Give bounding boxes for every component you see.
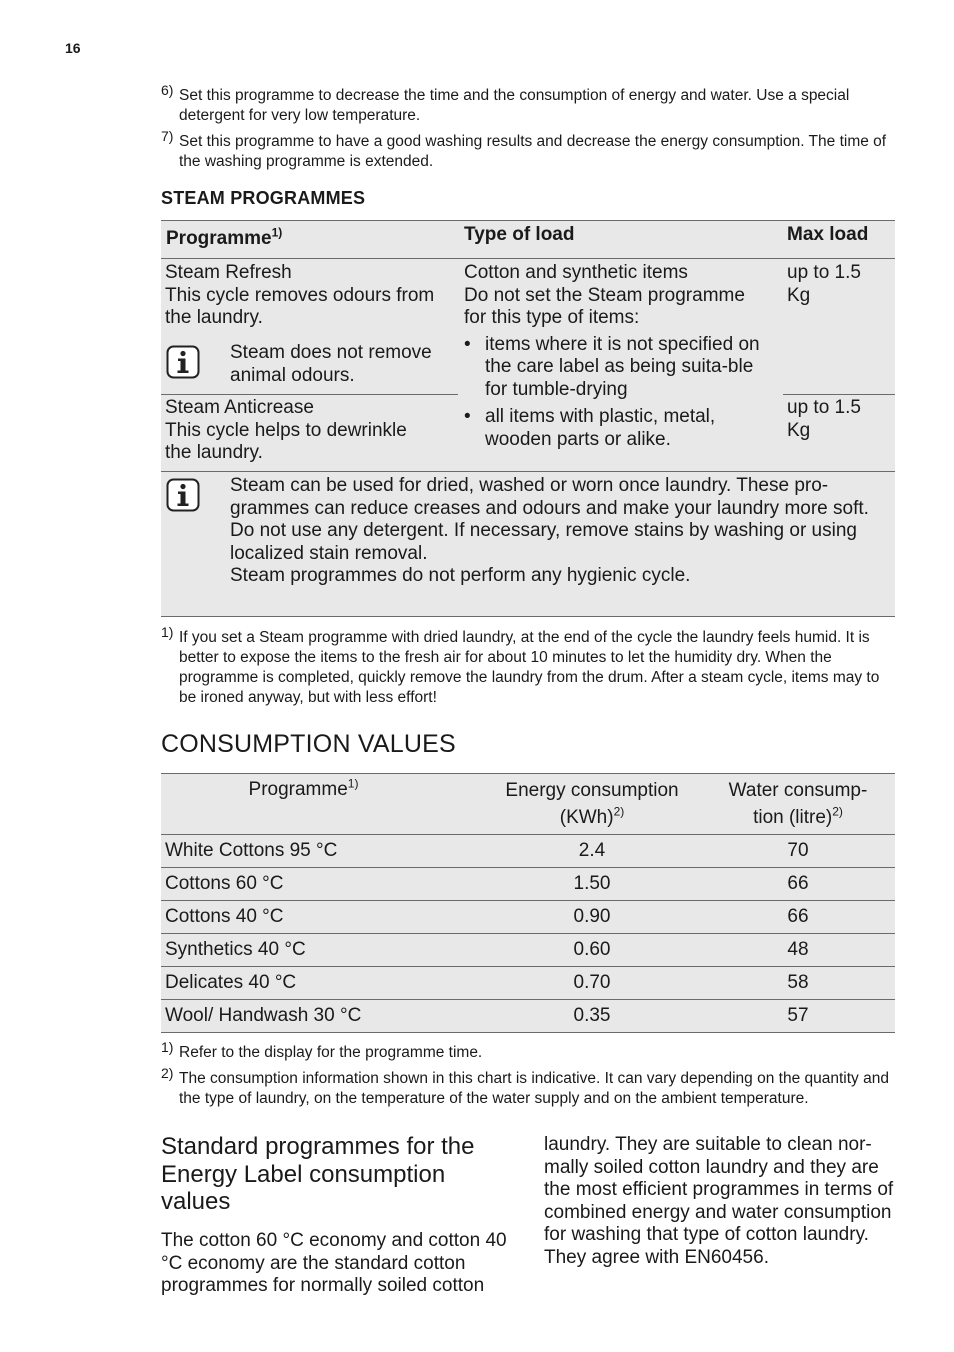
- water-cell: 66: [787, 906, 809, 927]
- paragraph-text: laundry. They are suitable to clean nor-mally soiled cotton laundry and they are the most efficient programmes in terms of combined energy and water consumption for washing that type of cotton laundry.: [544, 1134, 894, 1245]
- header-programme: [166, 225, 283, 251]
- header-energy-unit-line: [490, 804, 694, 831]
- rule: [161, 966, 895, 967]
- standard-paragraph-left: The cotton 60 °C economy and cotton 40 °C economy are the standard cotton programmes for normally soiled cotton: [161, 1230, 507, 1296]
- rule: [161, 394, 458, 395]
- footnote-text: If you set a Steam programme with dried laundry, at the end of the cycle the laundry feels humid. It is better to expose the items to the fresh air for about 10 minutes to let the humidity dry. When the programme is completed, quickly remove the laundry from the drum. After a steam cycle, items may to be ironed anyway, but with less effort!: [179, 629, 880, 706]
- programme-name: Steam Refresh: [165, 262, 292, 283]
- energy-cell: 1.50: [573, 873, 611, 894]
- programme-cell: Cottons 60 °C: [165, 873, 284, 894]
- header-programme-label: Programme: [166, 228, 272, 249]
- rule: [161, 773, 895, 774]
- standard-paragraph-right: [544, 1134, 894, 1269]
- info-icon: [166, 478, 200, 512]
- steam-info-note: [230, 475, 885, 588]
- steam-anticrease-cell: [165, 397, 435, 465]
- list-item: [464, 406, 770, 451]
- programme-cell: Wool/ Handwash 30 °C: [165, 1005, 362, 1026]
- type-of-load-cell: [464, 262, 770, 456]
- water-cell: 70: [787, 840, 809, 861]
- rule: [161, 1032, 895, 1033]
- rule: [161, 258, 895, 259]
- anticrease-max-load: up to 1.5 Kg: [787, 397, 861, 441]
- steam-section-title: STEAM PROGRAMMES: [161, 188, 366, 208]
- footnote-ref: 1): [347, 776, 359, 791]
- programme-cell: Delicates 40 °C: [165, 972, 297, 993]
- footnote-text: Set this programme to have a good washing results and decrease the energy consumption. The time of the washing programme is extended.: [179, 133, 887, 170]
- programme-description: This cycle helps to dewrinkle the laundry.: [165, 419, 407, 463]
- list-item: [464, 334, 770, 402]
- consumption-title: CONSUMPTION VALUES: [161, 730, 456, 758]
- energy-cell: 0.90: [573, 906, 611, 927]
- note-line: Steam programmes do not perform any hygienic cycle.: [230, 565, 691, 586]
- header-energy-line: Energy consumption: [505, 780, 679, 801]
- header-water: [701, 777, 895, 831]
- header-energy: [490, 777, 694, 831]
- consumption-footnote-1: [161, 1039, 896, 1063]
- rule: [161, 900, 895, 901]
- energy-cell: 0.60: [573, 939, 611, 960]
- header-type-of-load: Type of load: [464, 224, 575, 245]
- paragraph-text: They agree with EN60456.: [544, 1246, 769, 1268]
- bullet: •: [464, 333, 471, 355]
- steam-footnote: [161, 624, 896, 708]
- footnote-7: [161, 128, 896, 172]
- steam-refresh-note: Steam does not remove animal odours.: [230, 342, 432, 386]
- page-number: 16: [65, 40, 81, 56]
- footnote-ref: 1): [271, 225, 283, 240]
- footnote-mark: 6): [161, 82, 174, 98]
- header-max-load: Max load: [787, 224, 869, 245]
- table-row: [161, 966, 895, 999]
- table-header-row: [161, 773, 895, 834]
- programme-cell: Cottons 40 °C: [165, 906, 284, 927]
- footnote-mark: 7): [161, 128, 174, 144]
- rule: [161, 834, 895, 835]
- bullet-text: all items with plastic, metal, wooden parts or alike.: [485, 406, 716, 450]
- steam-refresh-cell: [165, 262, 455, 330]
- rule: [161, 999, 895, 1000]
- footnote-text: Refer to the display for the programme time.: [179, 1044, 483, 1061]
- bullet: •: [464, 406, 471, 427]
- table-row: [161, 900, 895, 933]
- info-icon: [166, 345, 200, 379]
- programme-name: Steam Anticrease: [165, 397, 314, 418]
- header-water-unit-line: [701, 804, 895, 831]
- header-programme-label: Programme: [248, 779, 348, 800]
- rule: [783, 394, 895, 395]
- footnote-mark: 1): [161, 1039, 174, 1055]
- load-bullet-list: [464, 334, 770, 452]
- note-line: Steam can be used for dried, washed or worn once laundry. These pro-grammes can reduce creases and odours and make your laundry more soft.: [230, 475, 869, 519]
- footnote-mark: 2): [161, 1065, 174, 1081]
- programme-description: This cycle removes odours from the laundry.: [165, 284, 435, 328]
- table-row: [161, 867, 895, 900]
- programme-cell: Synthetics 40 °C: [165, 939, 306, 960]
- footnote-ref: 2): [832, 804, 843, 819]
- header-programme: [161, 776, 446, 801]
- table-row: [161, 999, 895, 1032]
- water-cell: 66: [787, 873, 809, 894]
- table-row: [161, 834, 895, 867]
- rule: [161, 867, 895, 868]
- load-line: Do not set the Steam programme for this type of items:: [464, 284, 745, 328]
- footnote-text: Set this programme to decrease the time and the consumption of energy and water. Use a special detergent for very low temperature.: [179, 87, 850, 124]
- rule: [161, 616, 895, 617]
- footnote-6: [161, 82, 896, 126]
- energy-cell: 0.35: [573, 1005, 611, 1026]
- footnote-ref: 2): [613, 804, 625, 819]
- footnote-text: The consumption information shown in this chart is indicative. It can vary depending on the quantity and the type of laundry, on the temperature of the water supply and on the ambient temperature.: [179, 1070, 889, 1107]
- refresh-max-load: up to 1.5 Kg: [787, 262, 861, 306]
- rule: [161, 933, 895, 934]
- energy-cell: 0.70: [573, 972, 611, 993]
- programme-cell: White Cottons 95 °C: [165, 840, 338, 861]
- water-cell: 57: [787, 1005, 809, 1026]
- table-row: [161, 933, 895, 966]
- note-line: Do not use any detergent. If necessary, remove stains by washing or using localized stain removal.: [230, 520, 857, 564]
- consumption-footnote-2: [161, 1065, 896, 1109]
- rule: [161, 471, 895, 472]
- standard-programmes-title: Standard programmes for the Energy Label consumption values: [161, 1133, 475, 1215]
- water-cell: 58: [787, 972, 809, 993]
- steam-programmes-table: [161, 220, 895, 617]
- load-line: Cotton and synthetic items: [464, 262, 688, 283]
- energy-cell: 2.4: [578, 840, 606, 861]
- footnote-mark: 1): [161, 624, 174, 640]
- header-water-line: Water consump-: [728, 780, 868, 801]
- header-energy-unit: (KWh): [559, 807, 614, 828]
- header-water-unit: tion (litre): [753, 807, 833, 828]
- water-cell: 48: [787, 939, 809, 960]
- bullet-text: items where it is not specified on the care label as being suita-ble for tumble-drying: [485, 333, 760, 400]
- rule: [161, 220, 895, 221]
